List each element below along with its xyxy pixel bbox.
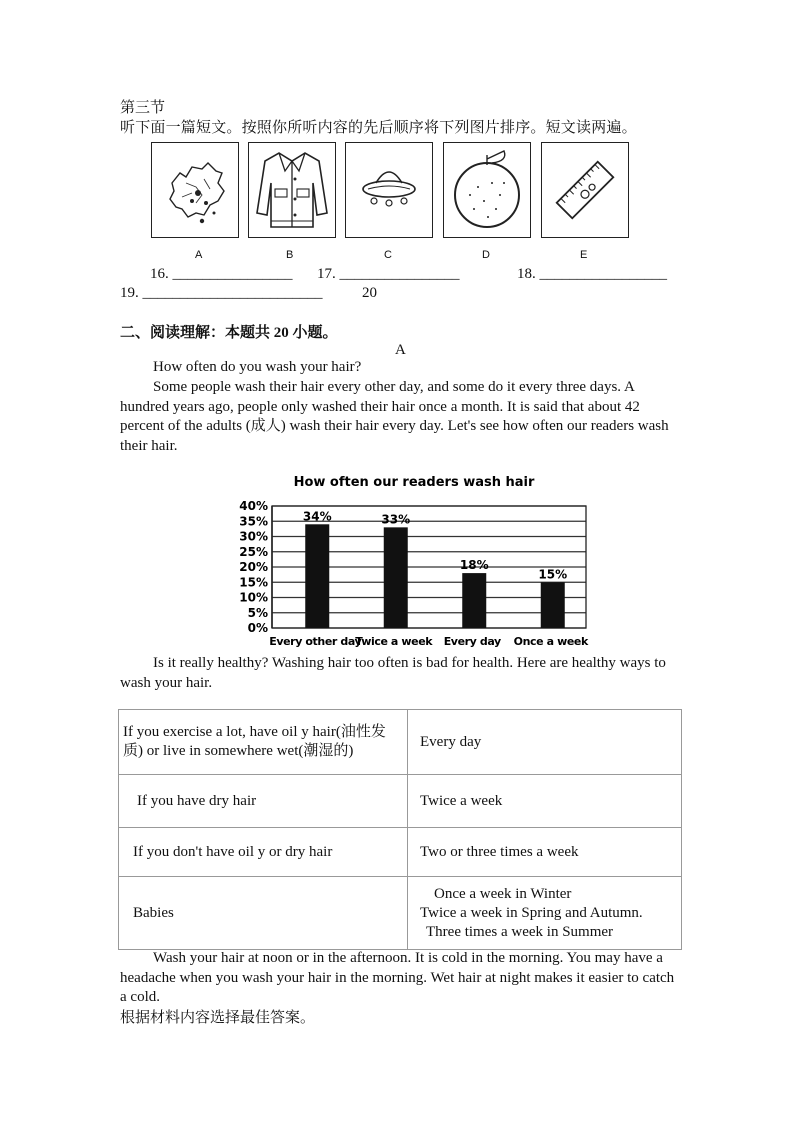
y-axis-ticks <box>239 499 268 635</box>
listening-instruction: 听下面一篇短文。按照你所听内容的先后顺序将下列图片排序。短文读两遍。 <box>120 120 637 136</box>
closing-paragraph: Wash your hair at noon or in the afternoon. It is cold in the morning. You may have a headache when you wash your hair in the morning. Wet hair at night makes it easier to catch a cold. <box>120 950 675 1005</box>
picture-d <box>443 142 531 238</box>
orange-icon <box>444 143 530 237</box>
data-label: 34% <box>302 509 332 524</box>
y-tick-label: 20% <box>239 560 268 574</box>
answer-blank-16[interactable]: 16. ________________ <box>150 266 293 282</box>
x-category-label: Twice a week <box>355 635 433 648</box>
data-label: 15% <box>538 567 568 582</box>
x-category-label: Every other day <box>269 635 362 648</box>
table-cell-frequency: Two or three times a week <box>408 828 682 877</box>
picture-a <box>151 142 239 238</box>
table-cell-frequency <box>408 877 682 950</box>
chart-title: How often our readers wash hair <box>293 475 535 490</box>
picture-e <box>541 142 629 238</box>
frequency-line: Three times a week in Summer <box>426 923 614 940</box>
bar <box>384 527 408 628</box>
frequency-line: Twice a week in Spring and Autumn. <box>420 904 643 921</box>
answer-blank-17[interactable]: 17. ________________ <box>317 266 460 282</box>
answer-blank-20[interactable]: 20 <box>362 285 377 301</box>
y-tick-label: 25% <box>239 544 268 559</box>
table-row <box>119 710 682 775</box>
y-tick-label: 10% <box>239 590 268 605</box>
x-category-label: Every day <box>443 635 501 648</box>
intro-paragraph: Some people wash their hair every other day, and some do it every three days. A hundred years ago, people only washed their hair once a month. It is said that about 42 percent of the adults (成人) wash their hair every day. Let's see how often our readers wash their hair. <box>120 379 669 454</box>
hair-washing-table <box>118 709 682 950</box>
jacket-icon <box>249 143 335 237</box>
picture-b <box>248 142 336 238</box>
y-tick-label: 15% <box>239 575 268 590</box>
final-instruction: 根据材料内容选择最佳答案。 <box>120 1010 316 1026</box>
table-cell-frequency: Twice a week <box>408 775 682 828</box>
table-row <box>119 828 682 877</box>
table-cell-condition: If you don't have oil y or dry hair <box>119 828 408 877</box>
china-map-icon <box>152 143 238 237</box>
after-chart-paragraph: Is it really healthy? Washing hair too often is bad for health. Here are healthy ways to wash your hair. <box>120 655 666 691</box>
table-cell-condition: If you have dry hair <box>119 775 408 828</box>
y-tick-label: 5% <box>247 605 268 620</box>
picture-a-label: A <box>195 249 203 261</box>
table-row <box>119 775 682 828</box>
picture-c <box>345 142 433 238</box>
y-tick-label: 35% <box>239 514 268 529</box>
table-cell-frequency: Every day <box>408 710 682 775</box>
y-tick-label: 0% <box>247 621 268 635</box>
picture-b-label: B <box>286 249 294 261</box>
table-row <box>119 877 682 950</box>
picture-d-label: D <box>482 249 490 261</box>
answer-blank-18[interactable]: 18. _________________ <box>517 266 667 282</box>
y-tick-label: 40% <box>239 499 268 513</box>
data-label: 33% <box>381 512 411 527</box>
picture-e-label: E <box>580 249 588 261</box>
passage-label: A <box>395 342 406 358</box>
answer-blank-19[interactable]: 19. ________________________ <box>120 285 323 301</box>
x-category-label: Once a week <box>513 635 588 648</box>
table-cell-condition: If you exercise a lot, have oil y hair(油性发质) or live in somewhere wet(潮湿的) <box>119 710 408 775</box>
ruler-icon <box>542 143 628 237</box>
passage-question-title: How often do you wash your hair? <box>153 359 362 375</box>
bar <box>541 582 565 628</box>
section-title: 第三节 <box>120 100 166 116</box>
frequency-line: Once a week in Winter <box>434 885 572 902</box>
chart-data-labels <box>303 509 567 581</box>
x-axis-categories <box>269 635 589 648</box>
picture-c-label: C <box>384 249 392 261</box>
part-heading: 二、阅读理解：本题共 20 小题。 <box>120 325 338 341</box>
bar <box>462 573 486 628</box>
table-cell-condition: Babies <box>119 877 408 950</box>
data-label: 18% <box>459 558 489 573</box>
bar <box>305 524 329 628</box>
ufo-icon <box>346 143 432 237</box>
bar-chart <box>230 470 595 655</box>
y-tick-label: 30% <box>239 529 268 544</box>
